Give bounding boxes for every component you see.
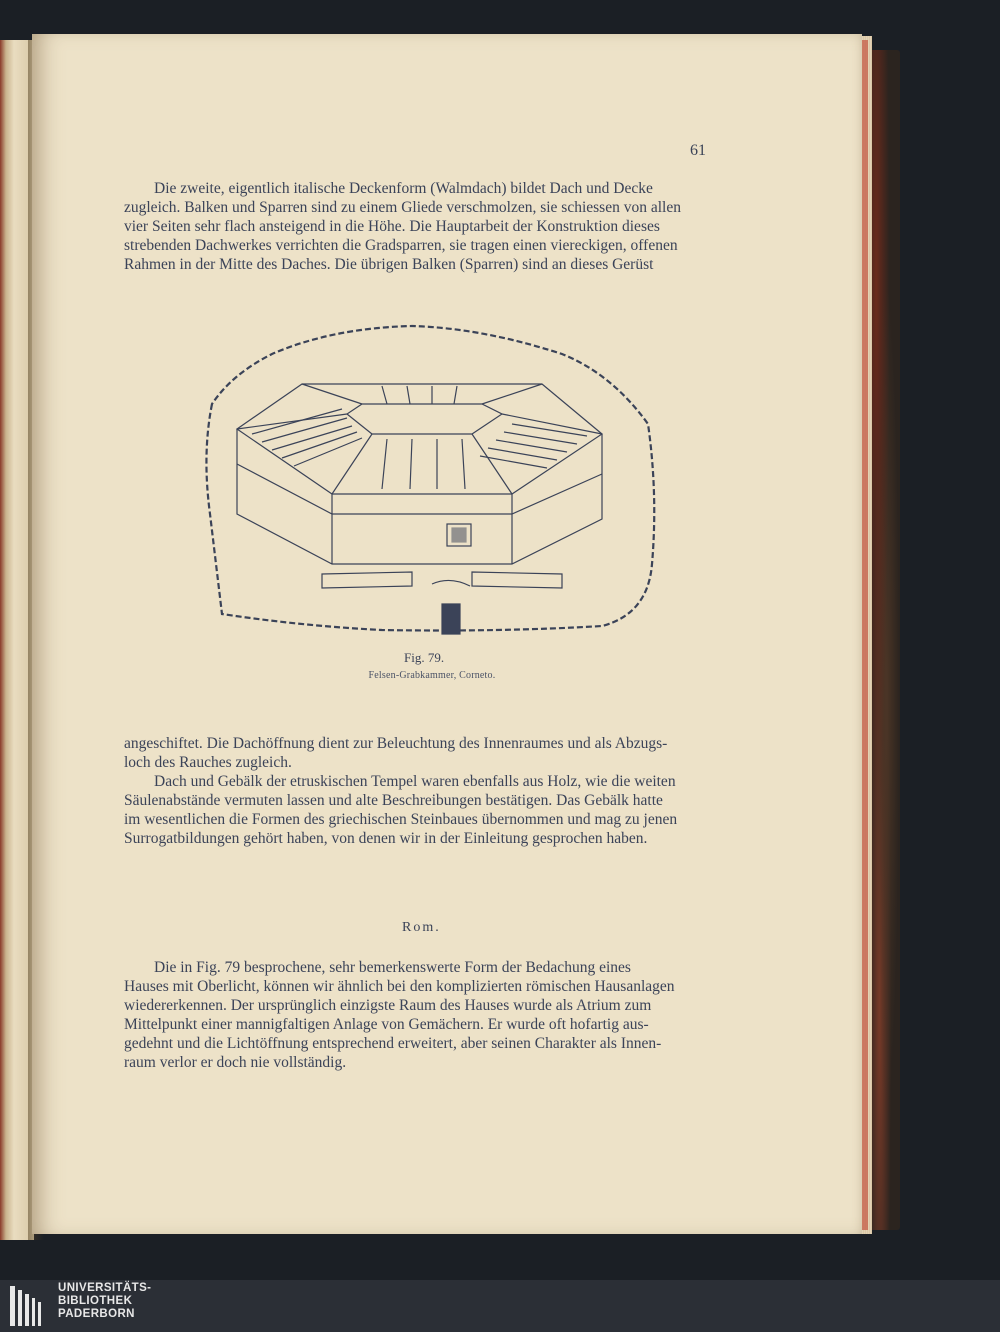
paragraph-1 [124,179,744,274]
section-heading: Rom. [402,920,441,935]
page-number: 61 [690,142,706,159]
text-line: Hauses mit Oberlicht, können wir ähnlich bei den komplizierten römischen Hausanlagen [124,978,675,995]
text-line: gedehnt und die Lichtöffnung entsprechend erweitert, aber seinen Charakter als Innen- [124,1035,662,1052]
library-logo-icon [8,1284,48,1328]
text-line: Surrogatbildungen gehört haben, von denen wir in der Einleitung gesprochen haben. [124,830,648,847]
text-line: Die in Fig. 79 besprochene, sehr bemerkenswerte Form der Bedachung eines [154,959,631,976]
paragraph-2 [124,734,744,848]
figure-label: Fig. 79. [404,650,445,665]
page-edge-red [862,40,868,1230]
logo-text-line: BIBLIOTHEK [58,1295,133,1307]
logo-text-line: UNIVERSITÄTS- [58,1282,152,1294]
text-line: vier Seiten sehr flach ansteigend in die Höhe. Die Hauptarbeit der Konstruktion dieses [124,218,660,235]
text-line: loch des Rauches zugleich. [124,754,292,771]
text-line: Säulenabstände vermuten lassen und alte Beschreibungen bestätigen. Das Gebälk hatte [124,792,663,809]
text-line: zugleich. Balken und Sparren sind zu einem Gliede verschmolzen, sie schiessen von allen [124,199,681,216]
text-line: im wesentlichen die Formen des griechischen Steinbaues übernommen und mag zu jenen [124,811,678,828]
text-line: Rahmen in der Mitte des Daches. Die übrigen Balken (Sparren) sind an dieses Gerüst [124,256,654,273]
paragraph-3 [124,958,744,1072]
text-line: Die zweite, eigentlich italische Deckenform (Walmdach) bildet Dach und Decke [154,180,653,197]
logo-text-line: PADERBORN [58,1308,135,1320]
text-line: raum verlor er doch nie vollständig. [124,1054,347,1071]
tomb-illustration [182,314,662,644]
text-line: Mittelpunkt einer mannigfaltigen Anlage von Gemächern. Er wurde oft hofartig aus- [124,1016,649,1033]
text-line: strebenden Dachwerkes verrichten die Gradsparren, sie tragen einen viereckigen, offenen [124,237,678,254]
text-line: Dach und Gebälk der etruskischen Tempel waren ebenfalls aus Holz, wie die weiten [154,773,676,790]
book-page [32,34,862,1234]
text-line: angeschiftet. Die Dachöffnung dient zur Beleuchtung des Innenraumes und als Abzugs- [124,735,668,752]
text-line: wiedererkennen. Der ursprünglich einzigste Raum des Hauses wurde als Atrium zum [124,997,652,1014]
library-footer [0,1280,1000,1332]
figure-caption: Felsen-Grabkammer, Corneto. [368,670,496,681]
